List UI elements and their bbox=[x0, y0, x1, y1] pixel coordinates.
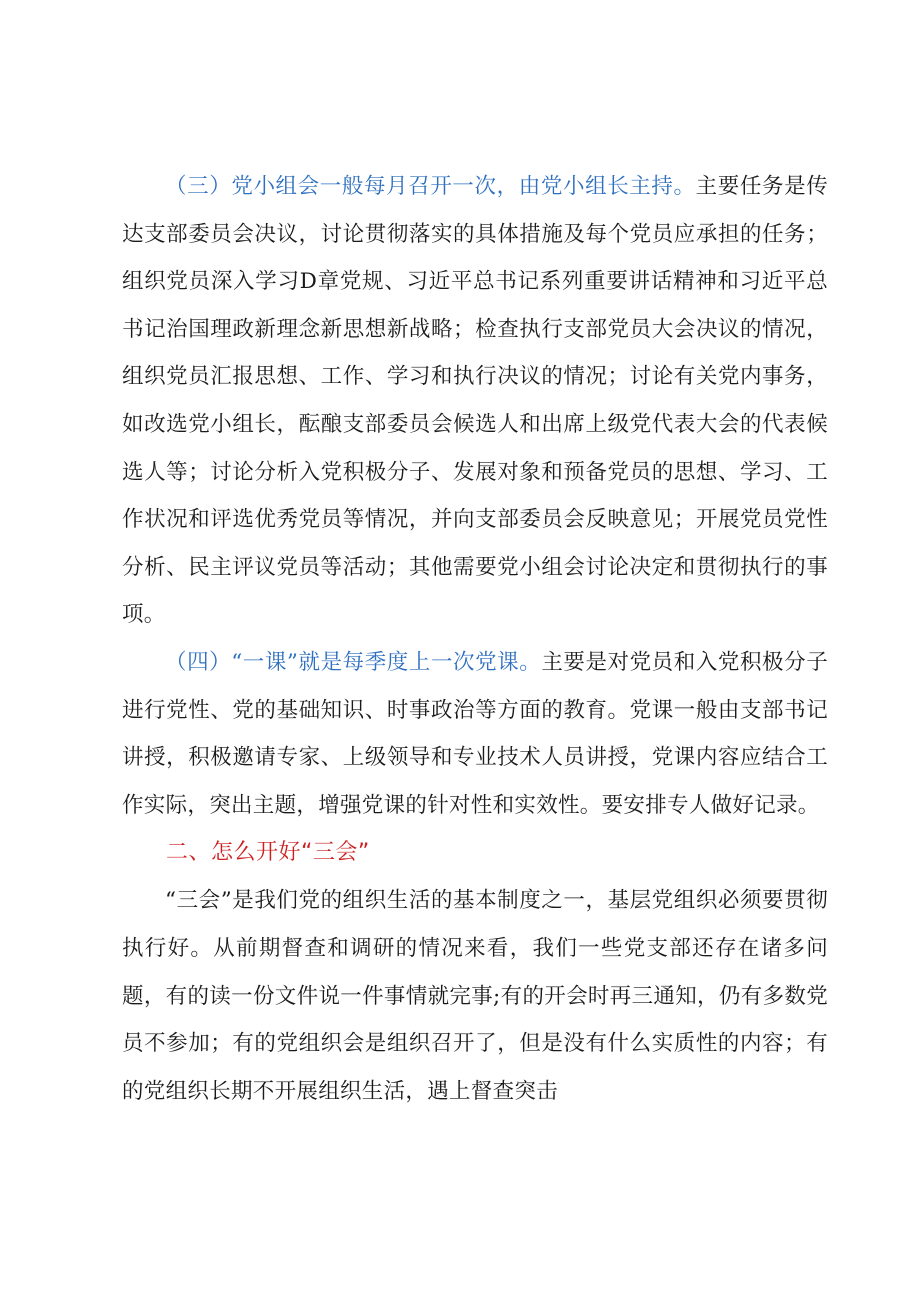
document-page bbox=[122, 163, 828, 1115]
section-heading-two: 二、怎么开好“三会” bbox=[166, 840, 370, 866]
paragraph-body-three: 主要任务是传达支部委员会决议，讨论贯彻落实的具体措施及每个党员应承担的任务；组织党员深入学习D章党规、习近平总书记系列重要讲话精神和习近平总书记治国理政新理念新思想新战略；检查执行支部党员大会决议的情况，组织党员汇报思想、工作、学习和执行决议的情况；讨论有关党内事务，如改选党小组长，酝酿支部委员会候选人和出席上级党代表大会的代表候选人等；讨论分析入党积极分子、发展对象和预备党员的思想、学习、工作状况和评选优秀党员等情况，并向支部委员会反映意见；开展党员党性分析、民主评议党员等活动；其他需要党小组会讨论决定和贯彻执行的事项。 bbox=[122, 174, 828, 628]
paragraph-party-group-meeting bbox=[122, 163, 828, 639]
paragraph-three-meetings: “三会”是我们党的组织生活的基本制度之一，基层党组织必须要贯彻执行好。从前期督查和调研的情况来看，我们一些党支部还存在诸多问题，有的读一份文件说一件事情就完事;有的开会时再三通知，仍有多数党员不参加；有的党组织会是组织召开了，但是没有什么实质性的内容；有的党组织长期不开展组织生活，遇上督查突击 bbox=[122, 888, 828, 1104]
paragraph-lead-four: （四）“一课”就是每季度上一次党课。 bbox=[165, 649, 542, 675]
paragraph-lead-three: （三）党小组会一般每月召开一次，由党小组长主持。 bbox=[165, 174, 696, 199]
paragraph-party-lesson bbox=[122, 639, 828, 829]
paragraph-body-four: 主要是对党员和入党积极分子进行党性、党的基础知识、时事政治等方面的教育。党课一般由支部书记讲授，积极邀请专家、上级领导和专业技术人员讲授，党课内容应结合工作实际，突出主题，增强党课的针对性和实效性。要安排专人做好记录。 bbox=[122, 649, 828, 818]
